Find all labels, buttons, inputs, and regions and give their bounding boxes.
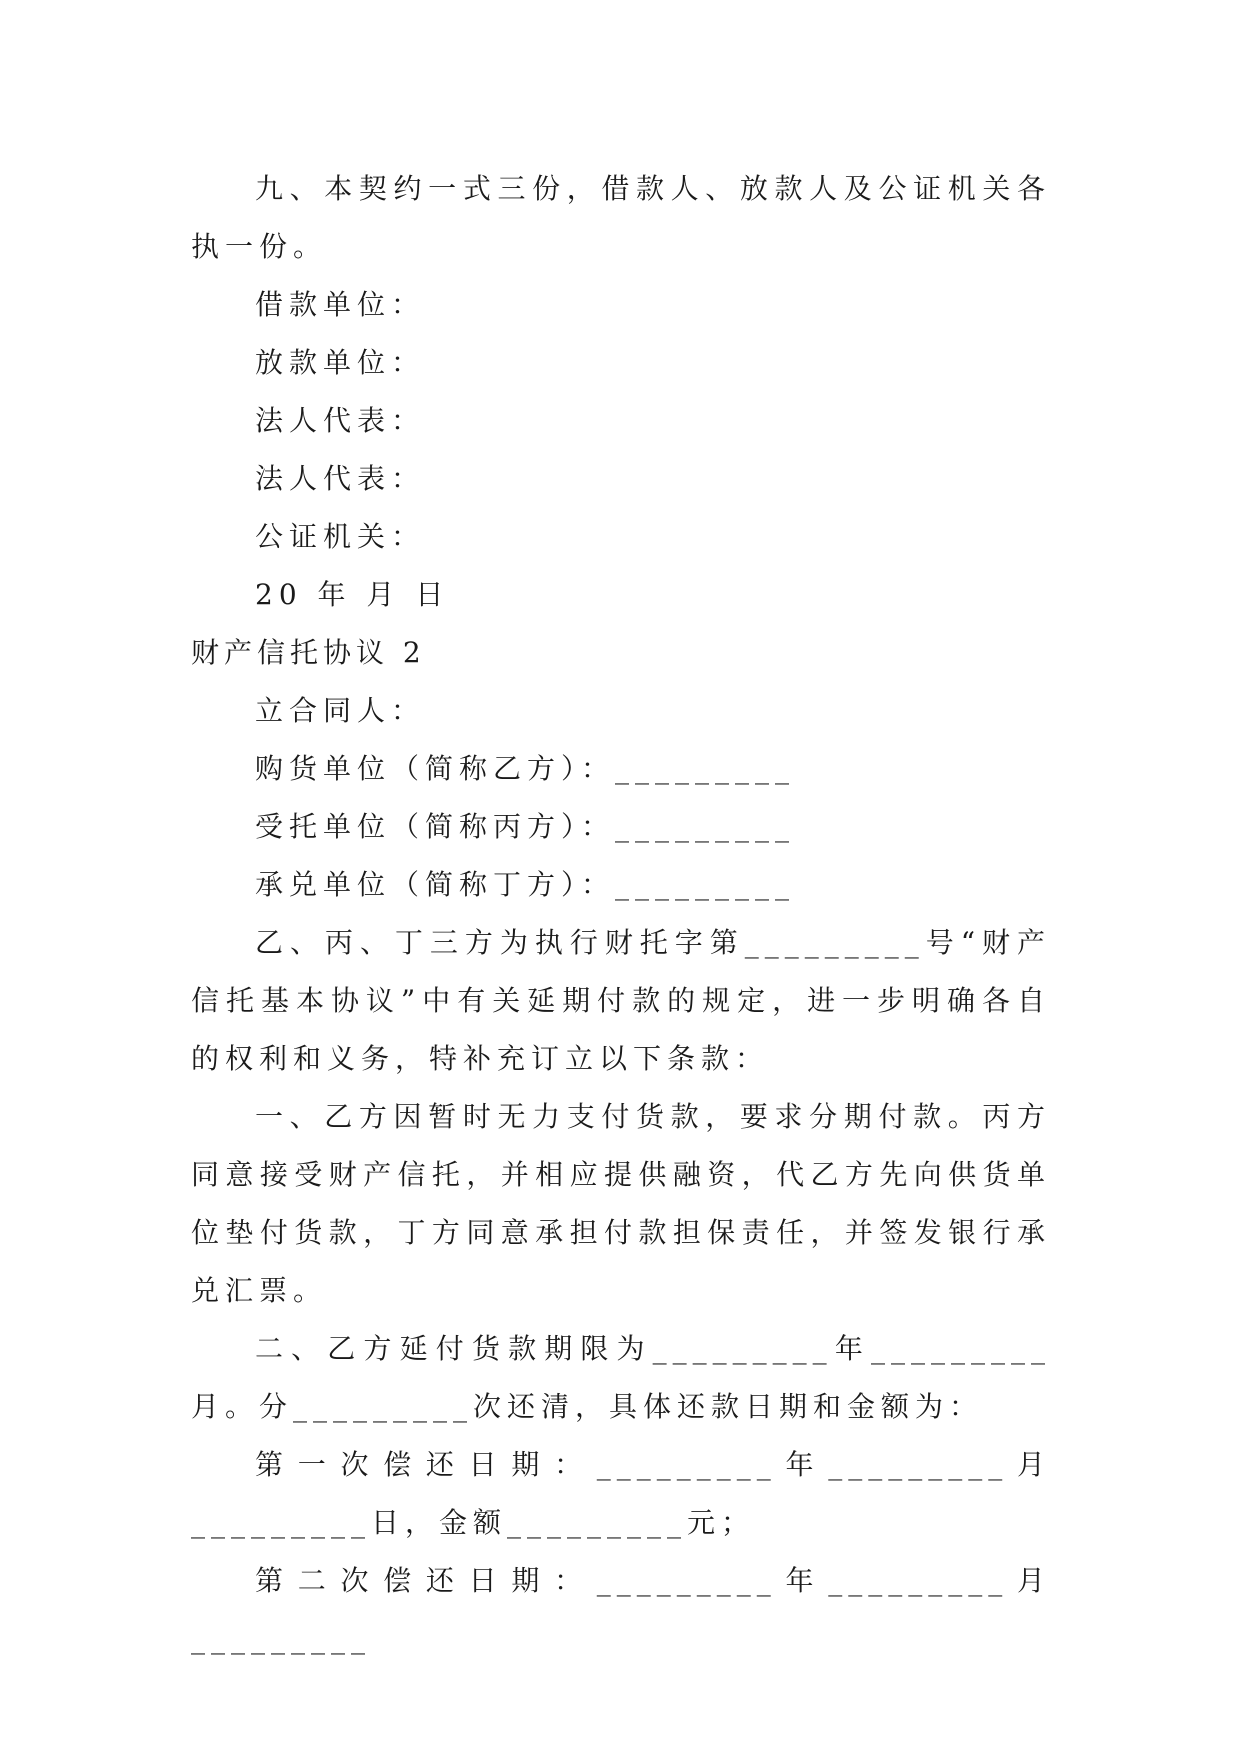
legal-representative-label: 法人代表：: [255, 462, 426, 495]
clause-1-paragraph: 一、乙方因暂时无力支付货款，要求分期付款。丙方同意接受财产信托，并相应提供融资，代乙方先向供货单位垫付货款，丁方同意承担付款担保责任，并签发银行承兑汇票。: [191, 1100, 1051, 1307]
clause-9-paragraph: 九、本契约一式三份，借款人、放款人及公证机关各执一份。: [191, 172, 1051, 263]
lender-unit-label: 放款单位：: [255, 346, 426, 379]
party-d-line: 承兑单位（简称丁方）：_________: [255, 868, 796, 901]
repayment-1-paragraph: 第一次偿还日期：_________年_________月_________日，金额_________元；: [191, 1448, 1051, 1539]
date-line: 20 年 月 日: [255, 578, 450, 611]
contract-party-label: 立合同人：: [255, 694, 426, 727]
borrower-unit-label: 借款单位：: [255, 288, 426, 321]
clause-2-paragraph: 二、乙方延付货款期限为_________年_________月。分_________次还清，具体还款日期和金额为：: [191, 1332, 1051, 1423]
preamble-paragraph: 乙、丙、丁三方为执行财托字第_________号“财产信托基本协议”中有关延期付款的规定，进一步明确各自的权利和义务，特补充订立以下条款：: [191, 926, 1051, 1075]
section-title: 财产信托协议 2: [191, 636, 426, 669]
document-body: [191, 160, 1051, 1668]
repayment-2-paragraph: 第二次偿还日期：_________年_________月_________: [191, 1564, 1051, 1655]
legal-representative-label: 法人代表：: [255, 404, 426, 437]
party-c-line: 受托单位（简称丙方）：_________: [255, 810, 796, 843]
notary-office-label: 公证机关：: [255, 520, 426, 553]
party-b-line: 购货单位（简称乙方）：_________: [255, 752, 796, 785]
